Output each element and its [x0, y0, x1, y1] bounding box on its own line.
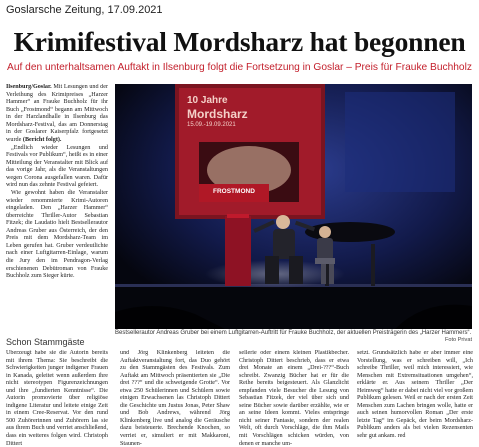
body-text-3: sellerie oder einem kleinen Plastikbecher. Christoph Dittert beschrieb, dass er etwa drei Monate an einem „Drei-???“-Buch schreibt. Zwanzig Bücher hat er für die Reihe bereits beigesteuert. Als Glanzlicht empfanden viele Besucher die Lesung von Sebastian Fitzek, der viel über sich und seine Bücher sowie darüber erzählte, wie er an seine Ideen kommt. Vieles entspringe nicht seiner Fantasie, sondern der realen Welt, oft durch Vorschläge, die ihm Mails mit Vorschlägen schicken würden, von denen er manche um- [239, 350, 349, 447]
body-text-4: setzt. Grundsätzlich habe er aber immer eine Vorstellung, was er schreiben will, „Ich schreibe Thriller, weil mich interessiert, wie Menschen mit Extremsituationen umgehen“, erklärte er. Aus seinem Thriller „Der Heimweg“ hatte er dabei nicht viel vor großem Publikum gelesen. Weil er nach der ersten Zeit Menschen zum Lachen bringen wolle, hatte er auch seinen humorvollen Roman „Der erste letzte Tag“ im Gepäck, der beim Mordsharz-Publikum anders als bei vielen Rezensenten sehr gut ankam. red [357, 350, 473, 440]
stage-scene [115, 84, 472, 329]
article-photo [115, 84, 472, 329]
subhead: Auf den unterhaltsamen Auftakt in Ilsenburg folgt die Fortsetzung in Goslar – Preis für Frauke Buchholz [7, 62, 472, 73]
photo-caption [115, 330, 472, 343]
masthead: Goslarsche Zeitung, 17.09.2021 [6, 4, 163, 16]
screen-text-festival: Mordsharz [187, 107, 248, 121]
caption-text: Bestsellerautor Andreas Gruber bei einem Luftgitarren-Auftritt für Frauke Buchholz, der aktuellen Preisträgerin des „Harzer Hammers“. [115, 330, 472, 336]
body-column-1 [6, 350, 108, 447]
lead-paragraph-3: Wie gewohnt haben die Veranstalter wieder renommierte Krimi-Autoren eingeladen. Den „Harzer Hammer“ überreichte Thriller-Autor Sebastian Fitzek; die Laudatio hielt Bestsellerautor Andreas Gruber aus Österreich, der den Preis mit dem Mordsharz-Team im Leben gerufen hat. Gruber verdeutlichte nach einer Luftgitarren-Einlage, warum die Jury den im Pendragon-Verlag erschienenen Debütroman von Frauke Buchholz zum Sieger kürte. [6, 190, 108, 280]
screen-text-dates: 15.09.-19.09.2021 [187, 122, 236, 128]
lead-text-1: Mit Lesungen und der Verleihung des Krimipreises „Harzer Hammer“ an Frauke Buchholz für ihr Buch „Frostmond“ begann am Mittwoch in der Harzlandhalle in Ilsenburg das Mordsharz-Festival, das am Donnerstag in der Goslarer Kaiserpfalz fortgesetzt wurde [6, 84, 108, 143]
book-banner: FROSTMOND [213, 188, 255, 195]
headline: Krimifestival Mordsharz hat begonnen [13, 26, 466, 57]
lead-column [6, 84, 108, 330]
lead-note: (Bericht folgt). [22, 136, 62, 143]
photo-credit: Foto Privat [444, 337, 472, 343]
body-column-2 [120, 350, 230, 447]
section-title: Schon Stammgäste [6, 337, 85, 347]
body-column-4 [357, 350, 473, 447]
lead-paragraph-2: „Endlich wieder Lesungen und Festivals vor Publikum“, heißt es in einer Mitteilung der Veranstalter mit Blick auf das vorige Jahr, als die Veranstaltungen wegen Corona ausgefallen waren. Dafür wird nun das zehnte Festival gefeiert. [6, 144, 108, 189]
screen-text-anniversary: 10 Jahre [187, 95, 228, 106]
dateline: Ilsenburg/Goslar. [6, 84, 52, 90]
body-text-2: und Jörg Klinkenberg leiteten die Auftaktveranstaltung fort, das Duo gehört zu den Stammgästen des Festivals. Zum Auftakt am Mittwoch präsentierten sie „Die drei ???“ und die schweigende Grotte“. Vor etwa 250 Schülerinnen und Schülern sowie einigen Erwachsenen las Christoph Dittert die Geschichte um Justus Jonas, Peter Shaw und Bob Andrews, während Jörg Klinkenberg live und analog die Geräusche dazu beisteuerte. Brechende Knochen, so verriet er, simuliert er mit Makkaroni, Staunen- [120, 350, 230, 447]
body-text-1: Überzeugt habe sie die Autorin bereits mit ihrem Thema: Sie beschreibt die Schwierigkeiten junger indigener Frauen in Kanada, geleitet wenn außerdem ihre nicht stereotypen Figurenzeichnungen und ihre „fundierten Kenntnisse“. Die Autorin promovierte über religiöse indigene Literatur und leitete einige Zeit in einem Cree-Reservat. Vor den rund 500 Zuhörerinnen und Zuhörern las sie aus ihrem Buch und verriet anschließend, dass ein weiteres folgen wird. Christoph Dittert [6, 350, 108, 447]
body-column-3 [239, 350, 349, 447]
lead-paragraph-1 [6, 84, 108, 144]
